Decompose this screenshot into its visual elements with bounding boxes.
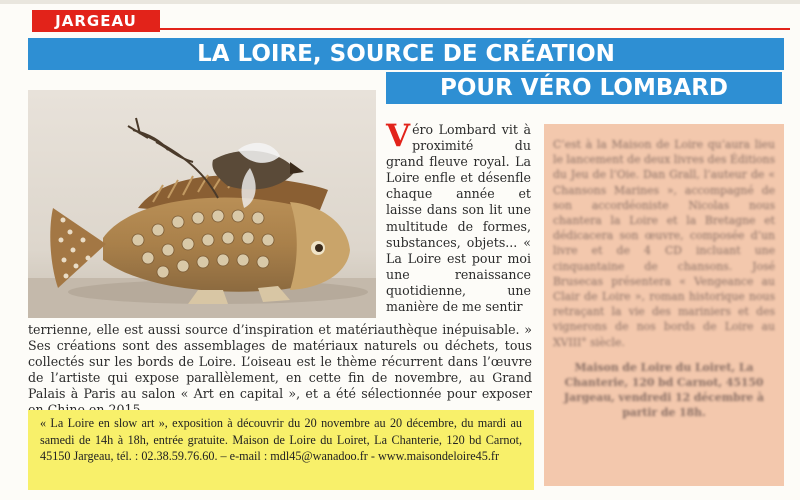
article-full-text: terrienne, elle est aussi source d’inspiration et matériauthèque inépuisable. » Ses créations sont des assemblages de matériaux naturels ou déchets, tous collectés sur les bords de Loire. L’oiseau est le thème récurrent dans l’œuvre de l’artiste qui expose parallèlement, en cette fin de novembre, au Grand Palais à Paris au salon « Art en capital », et a été sélectionnée pour exposer xyxy=(28,322,532,402)
sidebar-event-info: Maison de Loire du Loiret, La Chanterie, 120 bd Carnot, 45150 Jargeau, vendredi 12 décembre à partir de 18h. xyxy=(563,360,765,420)
article-photo xyxy=(28,90,376,318)
fish-sculpture-image xyxy=(28,90,376,318)
sidebar-text-block xyxy=(553,137,775,421)
headline-line-1: LA LOIRE, SOURCE DE CRÉATION xyxy=(28,38,784,70)
headline-line-2: POUR VÉRO LOMBARD xyxy=(386,72,782,104)
top-page-rule xyxy=(0,0,800,4)
article-column-text: éro Lombard vit à proximité du grand fleuve royal. La Loire enfle et désenfle chaque année et laisse dans son lit une multitude de formes, substances, objets... « La Loire est pour moi une renaissance quotidienne, une manière de me sentir xyxy=(386,122,531,315)
article-column xyxy=(386,118,531,315)
sidebar-text: C’est à la Maison de Loire qu’aura lieu le lancement de deux livres des Éditions du Jeu de l’Oie. Dan Grall, l’auteur de « Chansons Marines », accompagné de son accordéoniste Nicolas nous chantera la Loire et la Bretagne et dédicacera son œuvre, composée d’un livre et de 4 CD incluant une cinquantaine de chansons. José Brusecas présentera « Vengeance au Clair de Loire », roman historique nous retraçant la vie des mariniers et des vignerons de nos bords de Loire au XVIII° siècle. xyxy=(553,138,775,349)
info-box-text: « La Loire en slow art », exposition à découvrir du 20 novembre au 20 décembre, du mardi au samedi de 14h à 18h, entrée gratuite. Maison de Loire du Loiret, La Chanterie, 120 bd Carnot, 45150 Jargeau, tél. : 02.38.59.76.60. – e-mail : mdl45@wanadoo.fr - www.maisondeloire45.fr xyxy=(40,416,522,464)
section-rule xyxy=(160,28,790,30)
section-tag: JARGEAU xyxy=(32,10,160,32)
article-continuation xyxy=(28,322,532,419)
drop-cap: V xyxy=(386,118,411,154)
